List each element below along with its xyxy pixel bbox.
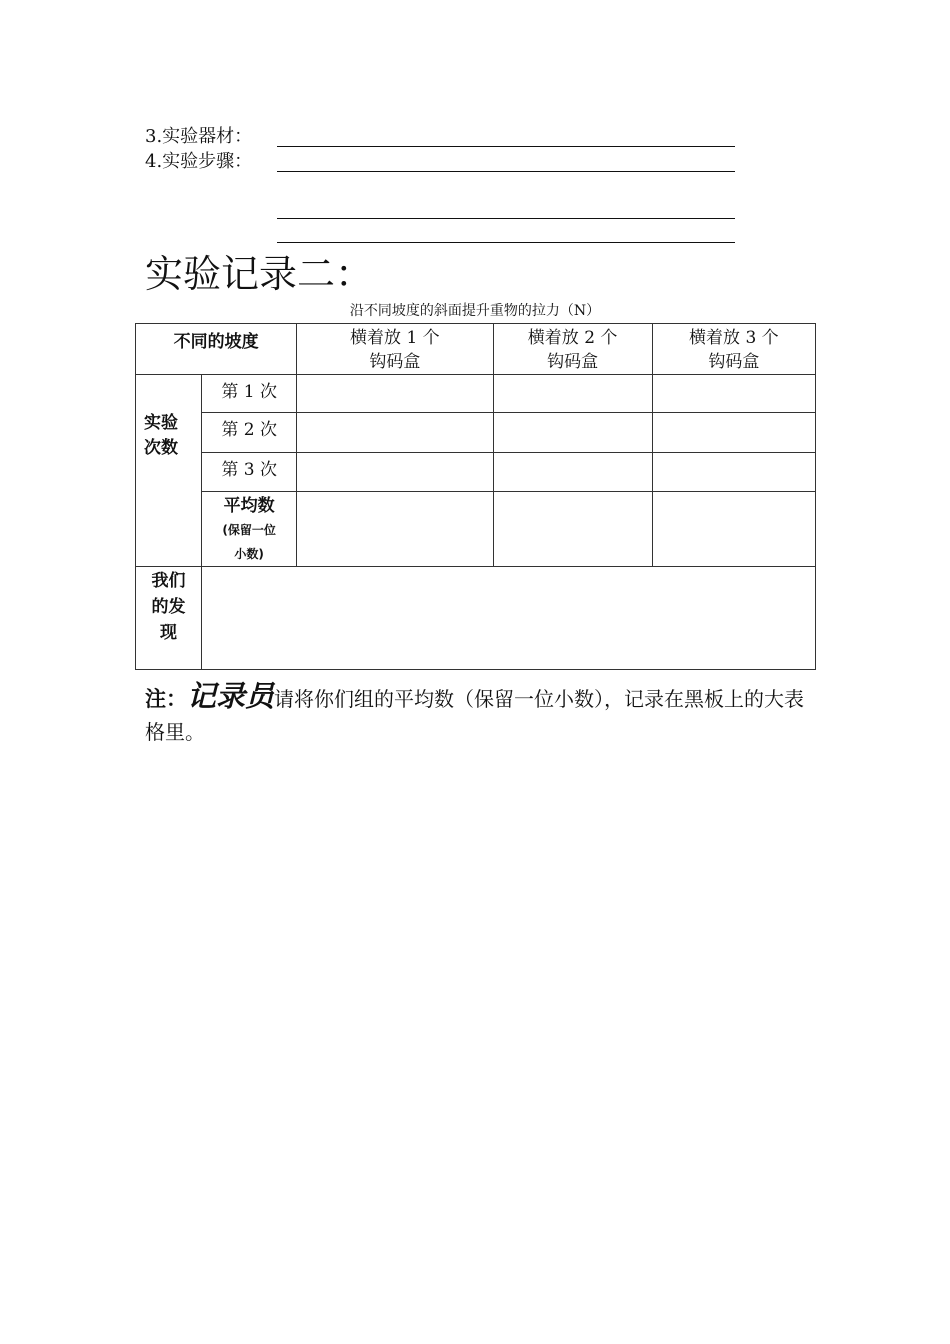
cell-2-1[interactable] bbox=[297, 413, 493, 453]
table-row bbox=[136, 413, 816, 453]
materials-label: 3.实验器材： bbox=[145, 126, 253, 147]
findings-label: 我们 的发 现 bbox=[136, 567, 202, 670]
record-table bbox=[135, 323, 816, 670]
column-header-2: 横着放 2 个 钩码盒 bbox=[493, 324, 652, 375]
steps-answer-line-2 bbox=[277, 218, 735, 219]
findings-row bbox=[136, 567, 816, 670]
table-caption: 沿不同坡度的斜面提升重物的拉力（N） bbox=[349, 303, 601, 319]
column-header-1: 横着放 1 个 钩码盒 bbox=[297, 324, 493, 375]
trial-label-2: 第 2 次 bbox=[202, 413, 297, 453]
average-row bbox=[136, 492, 816, 567]
steps-label: 4.实验步骤： bbox=[145, 151, 253, 172]
cell-2-3[interactable] bbox=[652, 413, 815, 453]
average-cell-3[interactable] bbox=[652, 492, 815, 567]
trial-label-1: 第 1 次 bbox=[202, 375, 297, 413]
cell-1-3[interactable] bbox=[652, 375, 815, 413]
cell-3-2[interactable] bbox=[493, 453, 652, 492]
average-cell-1[interactable] bbox=[297, 492, 493, 567]
note-text: 请将你们组的平均数（保留一位小数），记录在黑板上的大表格里。 bbox=[145, 687, 805, 744]
cell-2-2[interactable] bbox=[493, 413, 652, 453]
cell-3-3[interactable] bbox=[652, 453, 815, 492]
note-paragraph bbox=[145, 680, 815, 749]
table-row bbox=[136, 375, 816, 413]
note-emphasis: 记录员 bbox=[187, 679, 275, 713]
section-title: 实验记录二： bbox=[145, 252, 374, 296]
slope-header: 不同的坡度 bbox=[136, 324, 297, 375]
trial-group-label: 实验 次数 bbox=[136, 375, 202, 567]
average-label: 平均数 (保留一位 小数) bbox=[202, 492, 297, 567]
materials-answer-line bbox=[277, 146, 735, 147]
cell-1-1[interactable] bbox=[297, 375, 493, 413]
trial-label-3: 第 3 次 bbox=[202, 453, 297, 492]
steps-answer-line-3 bbox=[277, 242, 735, 243]
column-header-3: 横着放 3 个 钩码盒 bbox=[652, 324, 815, 375]
steps-answer-line-1 bbox=[277, 171, 735, 172]
note-label: 注： bbox=[145, 687, 187, 711]
cell-1-2[interactable] bbox=[493, 375, 652, 413]
table-header-row bbox=[136, 324, 816, 375]
findings-cell[interactable] bbox=[202, 567, 816, 670]
average-cell-2[interactable] bbox=[493, 492, 652, 567]
cell-3-1[interactable] bbox=[297, 453, 493, 492]
table-row bbox=[136, 453, 816, 492]
